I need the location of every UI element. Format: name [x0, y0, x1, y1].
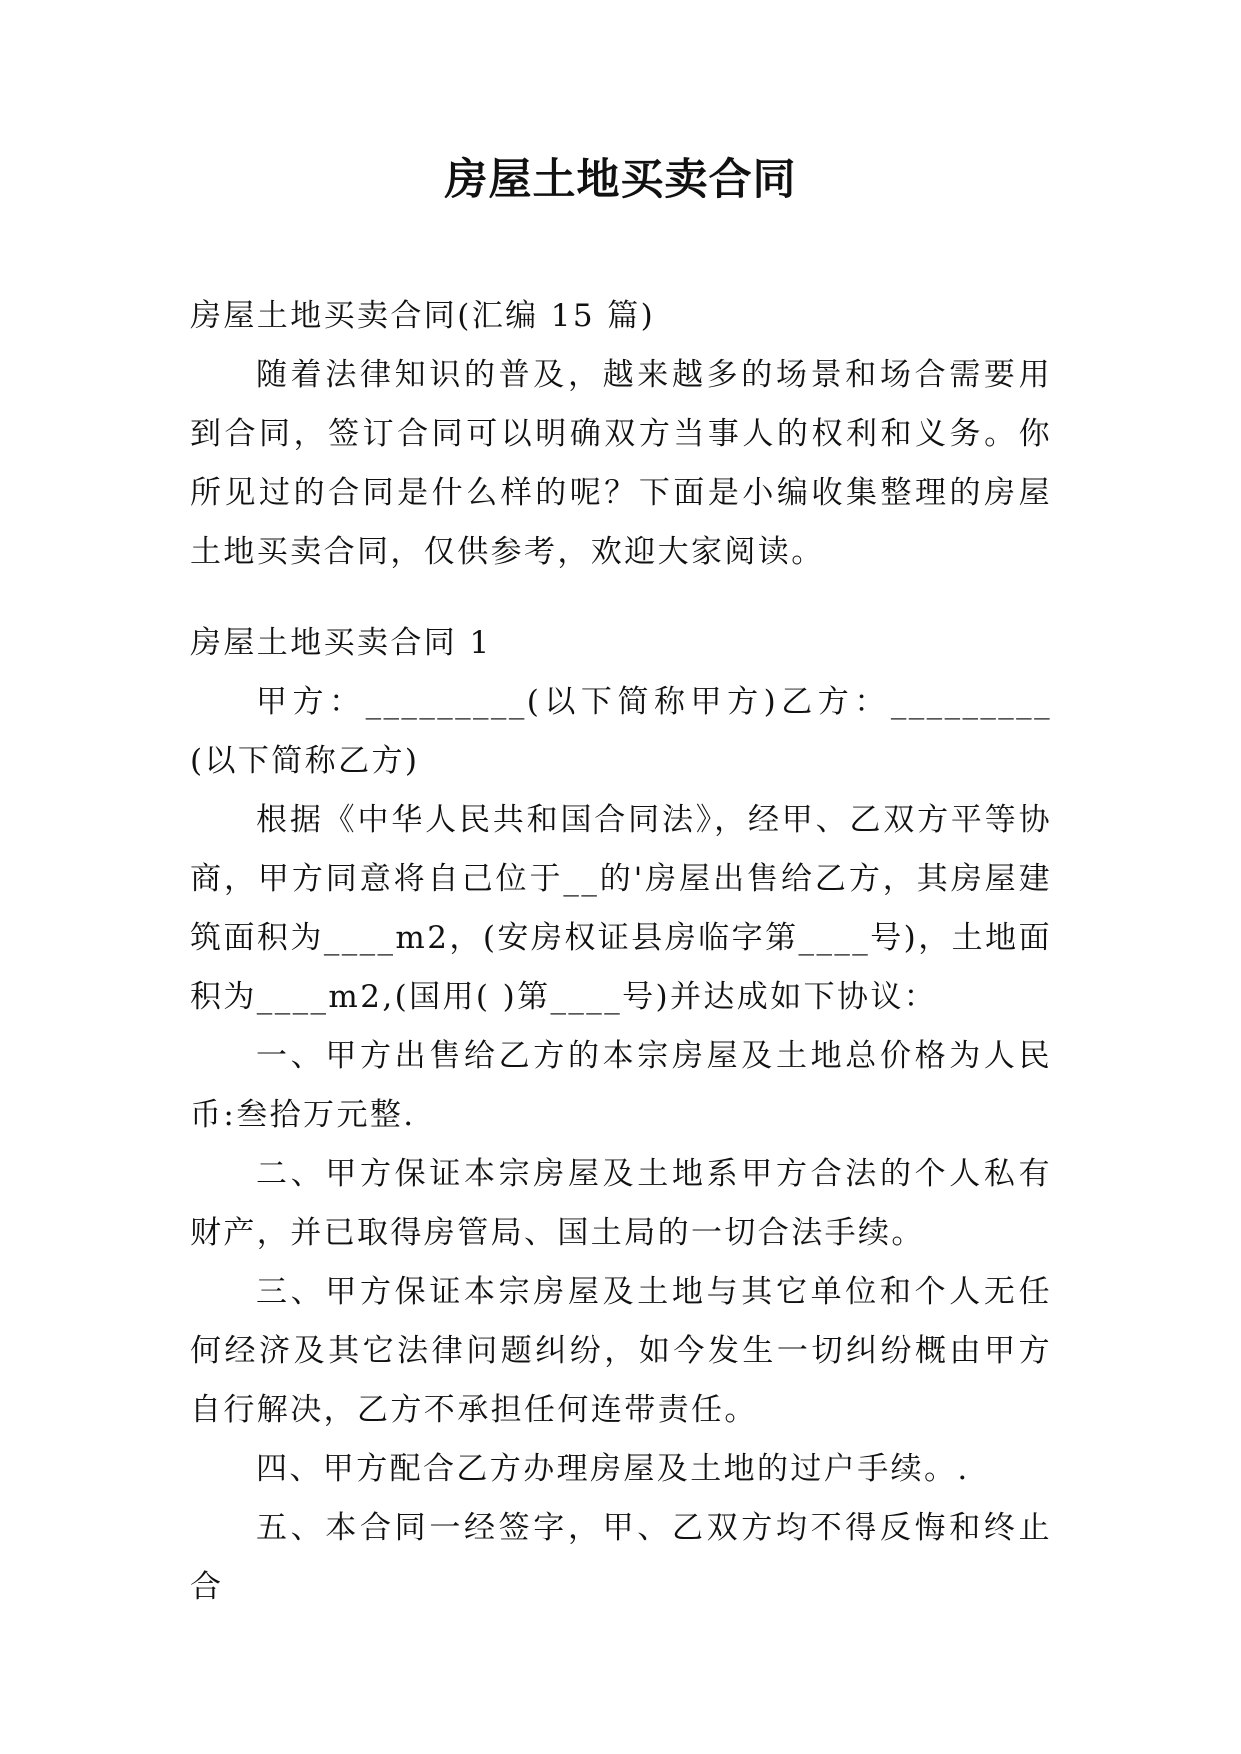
- document-title: 房屋土地买卖合同: [444, 155, 797, 205]
- document-body: [190, 287, 1052, 1617]
- parties-paragraph: 甲方：_________(以下简称甲方)乙方：_________(以下简称乙方): [190, 684, 1052, 779]
- preamble-paragraph: 根据《中华人民共和国合同法》，经甲、乙双方平等协商，甲方同意将自己位于__的'房屋出售给乙方，其房屋建筑面积为____m2，(安房权证县房临字第____号)，土地面积为____m2,(国用( )第____号)并达成如下协议：: [190, 802, 1052, 1015]
- clause-3: 三、甲方保证本宗房屋及土地与其它单位和个人无任何经济及其它法律问题纠纷，如今发生一切纠纷概由甲方自行解决，乙方不承担任何连带责任。: [190, 1274, 1052, 1428]
- clause-2: 二、甲方保证本宗房屋及土地系甲方合法的个人私有财产，并已取得房管局、国土局的一切合法手续。: [190, 1156, 1052, 1251]
- section-spacer: [190, 582, 1052, 614]
- clause-4: 四、甲方配合乙方办理房屋及土地的过户手续。.: [256, 1451, 970, 1487]
- section-heading: 房屋土地买卖合同 1: [190, 625, 492, 661]
- clause-1: 一、甲方出售给乙方的本宗房屋及土地总价格为人民币:叁拾万元整.: [190, 1038, 1052, 1133]
- collection-subtitle: 房屋土地买卖合同(汇编 15 篇): [190, 298, 656, 334]
- clause-5: 五、本合同一经签字，甲、乙双方均不得反悔和终止合: [190, 1510, 1052, 1605]
- intro-paragraph: 随着法律知识的普及，越来越多的场景和场合需要用到合同，签订合同可以明确双方当事人的权利和义务。你所见过的合同是什么样的呢？下面是小编收集整理的房屋土地买卖合同，仅供参考，欢迎大家阅读。: [190, 357, 1052, 570]
